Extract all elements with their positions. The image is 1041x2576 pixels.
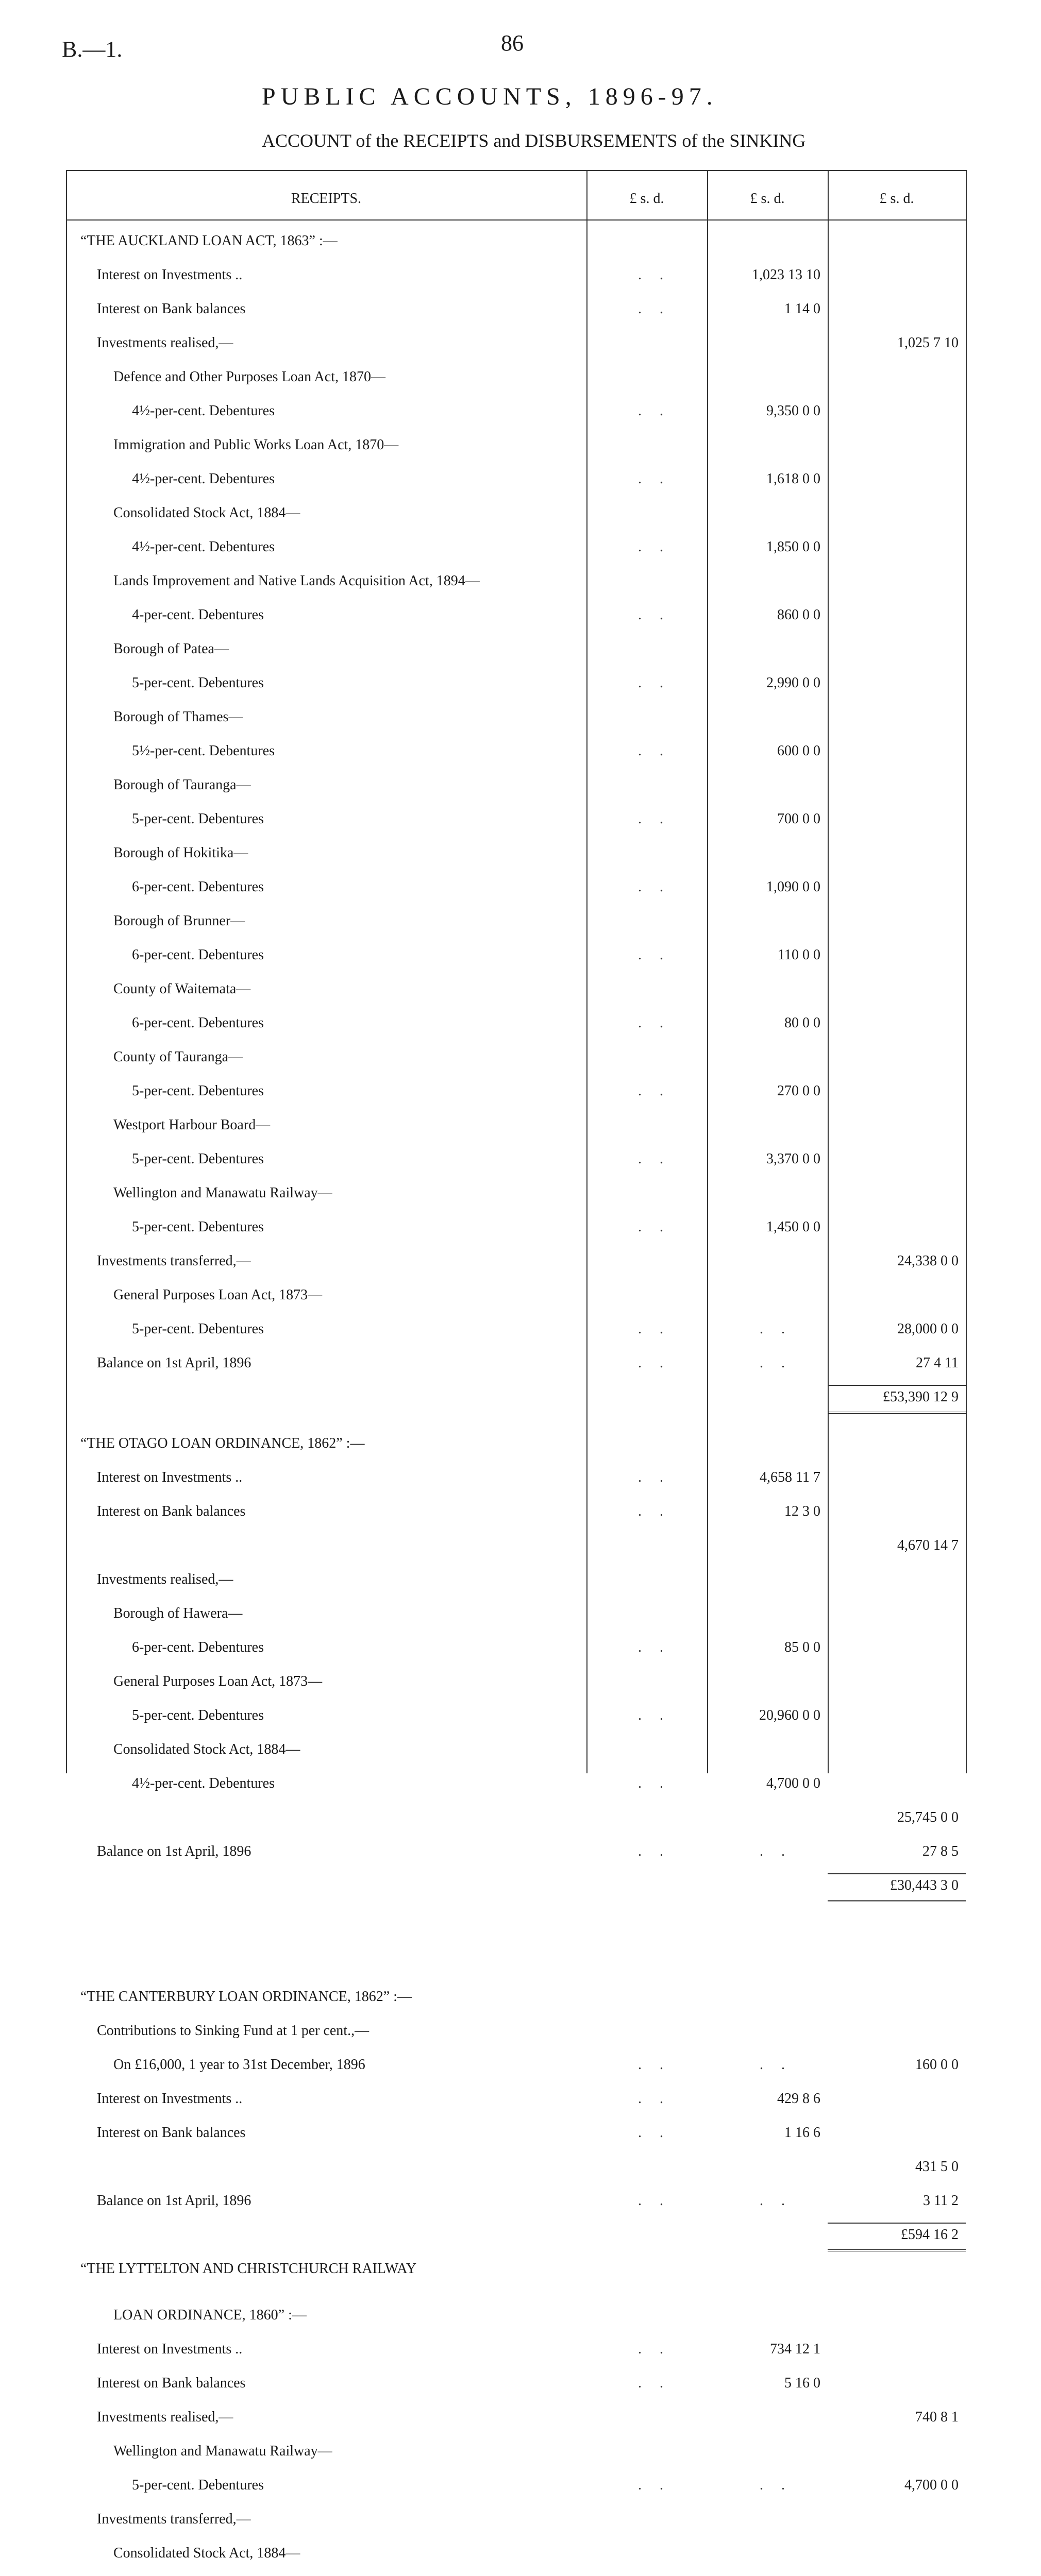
row-description: Investments transferred,— bbox=[97, 1253, 251, 1269]
row-description: Wellington and Manawatu Railway— bbox=[113, 2443, 332, 2459]
col2-divider bbox=[707, 170, 708, 1773]
row-description: Consolidated Stock Act, 1884— bbox=[113, 2545, 300, 2561]
pounds-column-header-2: £ s. d. bbox=[750, 191, 785, 207]
col2-amount: 1,850 0 0 bbox=[766, 539, 820, 555]
col1-leader: . . bbox=[638, 811, 670, 827]
col1-leader: . . bbox=[638, 1151, 670, 1167]
col2-amount: 3,370 0 0 bbox=[766, 1151, 820, 1167]
section-total: £53,390 12 9 bbox=[883, 1389, 959, 1405]
row-description: County of Waitemata— bbox=[113, 981, 251, 997]
row-description: Interest on Bank balances bbox=[97, 2375, 246, 2391]
col2-amount: 700 0 0 bbox=[777, 811, 820, 827]
col1-leader: . . bbox=[638, 539, 670, 555]
col1-leader: . . bbox=[638, 267, 670, 283]
col2-leader: . . bbox=[760, 2193, 792, 2209]
row-description: “THE CANTERBURY LOAN ORDINANCE, 1862” :— bbox=[80, 1989, 412, 2005]
col1-leader: . . bbox=[638, 879, 670, 895]
row-description: “THE LYTTELTON AND CHRISTCHURCH RAILWAY bbox=[80, 2261, 417, 2277]
row-description: Investments realised,— bbox=[97, 335, 233, 351]
col3-amount: 27 8 5 bbox=[922, 1843, 959, 1859]
section-total: £594 16 2 bbox=[901, 2227, 959, 2243]
row-description: 5-per-cent. Debentures bbox=[132, 2477, 264, 2493]
col2-leader: . . bbox=[760, 2477, 792, 2493]
row-description: Defence and Other Purposes Loan Act, 1870— bbox=[113, 369, 385, 385]
col1-leader: . . bbox=[638, 1469, 670, 1485]
col1-leader: . . bbox=[638, 743, 670, 759]
row-description: General Purposes Loan Act, 1873— bbox=[113, 1287, 323, 1303]
row-description: 6-per-cent. Debentures bbox=[132, 1015, 264, 1031]
page-number: 86 bbox=[501, 30, 524, 56]
col3-divider bbox=[828, 170, 829, 1773]
row-description: Interest on Investments .. bbox=[97, 1469, 243, 1485]
row-description: 5-per-cent. Debentures bbox=[132, 675, 264, 691]
col2-amount: 110 0 0 bbox=[778, 947, 820, 963]
col1-leader: . . bbox=[638, 2193, 670, 2209]
col3-amount: 24,338 0 0 bbox=[897, 1253, 959, 1269]
col2-leader: . . bbox=[760, 1843, 792, 1859]
col2-amount: 4,700 0 0 bbox=[766, 1775, 820, 1791]
row-description: Balance on 1st April, 1896 bbox=[97, 1355, 251, 1371]
col1-leader: . . bbox=[638, 1775, 670, 1791]
row-description: Borough of Hawera— bbox=[113, 1605, 243, 1621]
col2-leader: . . bbox=[760, 2057, 792, 2073]
total-double-rule bbox=[828, 1412, 966, 1414]
row-description: 6-per-cent. Debentures bbox=[132, 1639, 264, 1655]
row-description: 5-per-cent. Debentures bbox=[132, 1321, 264, 1337]
total-rule-above bbox=[828, 1385, 966, 1386]
row-description: Balance on 1st April, 1896 bbox=[97, 2193, 251, 2209]
col2-amount: 1,450 0 0 bbox=[766, 1219, 820, 1235]
col1-leader: . . bbox=[638, 675, 670, 691]
row-description: Balance on 1st April, 1896 bbox=[97, 1843, 251, 1859]
col3-amount: 4,670 14 7 bbox=[897, 1537, 959, 1553]
col3-amount: 28,000 0 0 bbox=[897, 1321, 959, 1337]
col2-amount: 1,618 0 0 bbox=[766, 471, 820, 487]
row-description: General Purposes Loan Act, 1873— bbox=[113, 1673, 323, 1689]
total-double-rule bbox=[828, 1900, 966, 1902]
row-description: Borough of Thames— bbox=[113, 709, 243, 725]
col1-leader: . . bbox=[638, 471, 670, 487]
row-description: 4½-per-cent. Debentures bbox=[132, 539, 275, 555]
col1-leader: . . bbox=[638, 2057, 670, 2073]
row-description: 5-per-cent. Debentures bbox=[132, 1707, 264, 1723]
row-description: Investments transferred,— bbox=[97, 2511, 251, 2527]
row-description: Interest on Investments .. bbox=[97, 2341, 243, 2357]
row-description: Contributions to Sinking Fund at 1 per cent.,— bbox=[97, 2023, 370, 2039]
row-description: On £16,000, 1 year to 31st December, 1896 bbox=[113, 2057, 365, 2073]
row-description: 4½-per-cent. Debentures bbox=[132, 403, 275, 419]
row-description: Borough of Hokitika— bbox=[113, 845, 248, 861]
col1-leader: . . bbox=[638, 1083, 670, 1099]
pounds-column-header-1: £ s. d. bbox=[629, 191, 664, 207]
row-description: 4½-per-cent. Debentures bbox=[132, 1775, 275, 1791]
total-rule-above bbox=[828, 2223, 966, 2224]
receipts-column-header: RECEIPTS. bbox=[291, 191, 362, 207]
row-description: 5-per-cent. Debentures bbox=[132, 1151, 264, 1167]
row-description: Interest on Investments .. bbox=[97, 2091, 243, 2107]
col1-leader: . . bbox=[638, 607, 670, 623]
section-total: £30,443 3 0 bbox=[890, 1877, 959, 1893]
row-description: “THE AUCKLAND LOAN ACT, 1863” :— bbox=[80, 233, 338, 249]
row-description: LOAN ORDINANCE, 1860” :— bbox=[113, 2307, 307, 2323]
row-description: 6-per-cent. Debentures bbox=[132, 947, 264, 963]
col3-amount: 25,745 0 0 bbox=[897, 1809, 959, 1825]
col2-amount: 600 0 0 bbox=[777, 743, 820, 759]
table-top-rule bbox=[66, 170, 967, 171]
row-description: 4½-per-cent. Debentures bbox=[132, 471, 275, 487]
row-description: Westport Harbour Board— bbox=[113, 1117, 271, 1133]
col2-amount: 860 0 0 bbox=[777, 607, 820, 623]
col2-amount: 1,023 13 10 bbox=[752, 267, 820, 283]
col3-amount: 431 5 0 bbox=[915, 2159, 959, 2175]
account-subtitle: ACCOUNT of the RECEIPTS and DISBURSEMENTS of the SINKING bbox=[262, 130, 806, 151]
row-description: Lands Improvement and Native Lands Acquisition Act, 1894— bbox=[113, 573, 480, 589]
col1-leader: . . bbox=[638, 2341, 670, 2357]
receipts-table bbox=[66, 170, 967, 2561]
col2-leader: . . bbox=[760, 1321, 792, 1337]
row-description: Consolidated Stock Act, 1884— bbox=[113, 1741, 300, 1757]
col1-leader: . . bbox=[638, 1639, 670, 1655]
col2-leader: . . bbox=[760, 1355, 792, 1371]
col1-leader: . . bbox=[638, 301, 670, 317]
col2-amount: 5 16 0 bbox=[784, 2375, 820, 2391]
col2-amount: 1 14 0 bbox=[784, 301, 820, 317]
col1-leader: . . bbox=[638, 403, 670, 419]
row-description: Borough of Brunner— bbox=[113, 913, 245, 929]
col2-amount: 1,090 0 0 bbox=[766, 879, 820, 895]
col3-amount: 160 0 0 bbox=[915, 2057, 959, 2073]
col1-leader: . . bbox=[638, 1707, 670, 1723]
col1-leader: . . bbox=[638, 1503, 670, 1519]
col1-leader: . . bbox=[638, 947, 670, 963]
col2-amount: 12 3 0 bbox=[784, 1503, 820, 1519]
row-description: Investments realised,— bbox=[97, 1571, 233, 1587]
pounds-column-header-3: £ s. d. bbox=[879, 191, 914, 207]
row-description: County of Tauranga— bbox=[113, 1049, 243, 1065]
col2-amount: 1 16 6 bbox=[784, 2125, 820, 2141]
col3-amount: 27 4 11 bbox=[916, 1355, 959, 1371]
row-description: Consolidated Stock Act, 1884— bbox=[113, 505, 300, 521]
row-description: 5½-per-cent. Debentures bbox=[132, 743, 275, 759]
col1-leader: . . bbox=[638, 1015, 670, 1031]
col3-amount: 3 11 2 bbox=[923, 2193, 959, 2209]
document-reference: B.—1. bbox=[62, 37, 123, 62]
col2-amount: 2,990 0 0 bbox=[766, 675, 820, 691]
col2-amount: 734 12 1 bbox=[770, 2341, 820, 2357]
row-description: Investments realised,— bbox=[97, 2409, 233, 2425]
page-title: PUBLIC ACCOUNTS, 1896-97. bbox=[262, 83, 718, 110]
row-description: Interest on Investments .. bbox=[97, 267, 243, 283]
row-description: Immigration and Public Works Loan Act, 1870— bbox=[113, 437, 399, 453]
col1-leader: . . bbox=[638, 2091, 670, 2107]
table-left-border bbox=[66, 170, 67, 1773]
col1-leader: . . bbox=[638, 1843, 670, 1859]
col1-leader: . . bbox=[638, 1219, 670, 1235]
total-rule-above bbox=[828, 1873, 966, 1874]
total-double-rule bbox=[828, 2249, 966, 2251]
col3-amount: 1,025 7 10 bbox=[897, 335, 959, 351]
col1-leader: . . bbox=[638, 1355, 670, 1371]
col3-amount: 740 8 1 bbox=[915, 2409, 959, 2425]
row-description: 6-per-cent. Debentures bbox=[132, 879, 264, 895]
col3-amount: 4,700 0 0 bbox=[904, 2477, 959, 2493]
col2-amount: 4,658 11 7 bbox=[760, 1469, 820, 1485]
row-description: “THE OTAGO LOAN ORDINANCE, 1862” :— bbox=[80, 1435, 365, 1451]
col1-leader: . . bbox=[638, 2125, 670, 2141]
row-description: Borough of Tauranga— bbox=[113, 777, 251, 793]
header-rule bbox=[66, 219, 967, 221]
col2-amount: 429 8 6 bbox=[777, 2091, 820, 2107]
row-description: 5-per-cent. Debentures bbox=[132, 811, 264, 827]
table-right-border bbox=[966, 170, 967, 1773]
col1-leader: . . bbox=[638, 2375, 670, 2391]
col2-amount: 20,960 0 0 bbox=[759, 1707, 820, 1723]
row-description: 4-per-cent. Debentures bbox=[132, 607, 264, 623]
row-description: Interest on Bank balances bbox=[97, 2125, 246, 2141]
col1-divider bbox=[586, 170, 587, 1773]
col1-leader: . . bbox=[638, 2477, 670, 2493]
col2-amount: 9,350 0 0 bbox=[766, 403, 820, 419]
row-description: 5-per-cent. Debentures bbox=[132, 1219, 264, 1235]
col2-amount: 85 0 0 bbox=[784, 1639, 820, 1655]
col2-amount: 270 0 0 bbox=[777, 1083, 820, 1099]
col2-amount: 80 0 0 bbox=[784, 1015, 820, 1031]
col1-leader: . . bbox=[638, 1321, 670, 1337]
row-description: 5-per-cent. Debentures bbox=[132, 1083, 264, 1099]
row-description: Interest on Bank balances bbox=[97, 1503, 246, 1519]
row-description: Borough of Patea— bbox=[113, 641, 229, 657]
row-description: Interest on Bank balances bbox=[97, 301, 246, 317]
row-description: Wellington and Manawatu Railway— bbox=[113, 1185, 332, 1201]
